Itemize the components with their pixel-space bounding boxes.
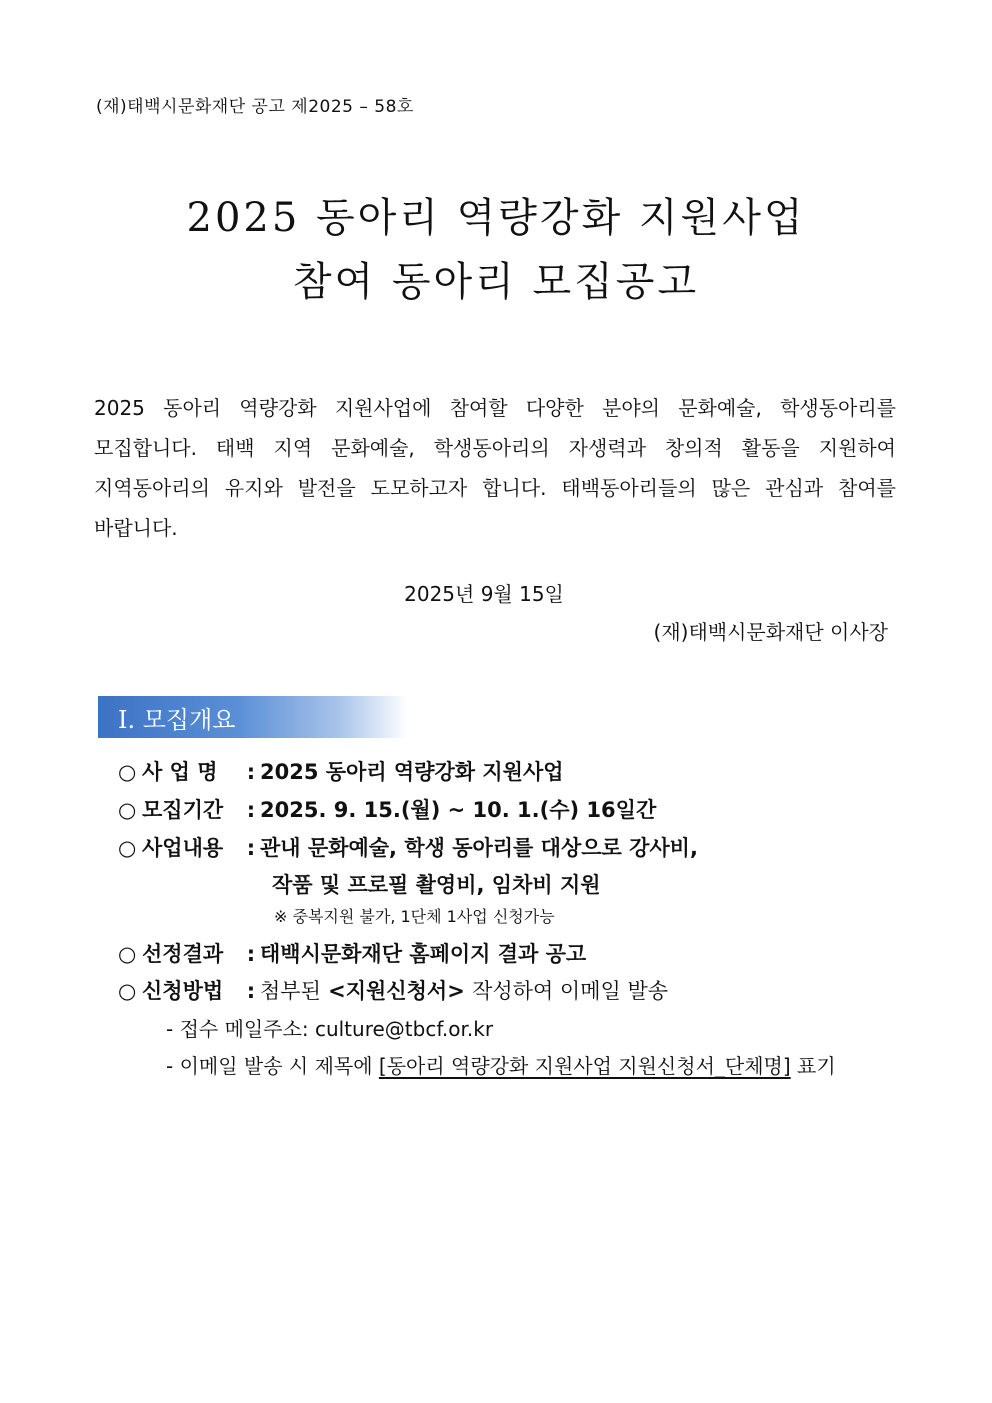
- overview-item-result: [118, 938, 586, 968]
- overview-item-project-name: [118, 756, 564, 786]
- item-value-prefix: 첨부된: [260, 979, 321, 1003]
- item-value-suffix: 작성하여 이메일 발송: [472, 979, 669, 1003]
- bullet-circle-icon: ○: [118, 942, 137, 966]
- item-value: 2025 동아리 역량강화 지원사업: [260, 760, 564, 784]
- item-value: 관내 문화예술, 학생 동아리를 대상으로 강사비,: [260, 836, 698, 860]
- intro-paragraph: 2025 동아리 역량강화 지원사업에 참여할 다양한 분야의 문화예술, 학생동아리를 모집합니다. 태백 지역 문화예술, 학생동아리의 자생력과 창의적 활동을 지원하여 지역동아리의 유지와 발전을 도모하고자 합니다. 태백동아리들의 많은 관심과 참여를 바랍니다.: [94, 396, 896, 540]
- item-colon: :: [246, 836, 256, 860]
- item-label: 신청방법: [142, 979, 224, 1003]
- issuer: (재)태백시문화재단 이사장: [653, 620, 888, 644]
- overview-item-content: [118, 832, 698, 862]
- item-value-continued: 작품 및 프로필 촬영비, 임차비 지원: [272, 873, 601, 897]
- document-title-line2: 참여 동아리 모집공고: [292, 259, 700, 305]
- item-colon: :: [246, 760, 256, 784]
- sub-item-subject: [166, 1050, 836, 1079]
- overview-item-period: [118, 794, 656, 824]
- bullet-circle-icon: ○: [118, 760, 137, 784]
- item-colon: :: [246, 979, 256, 1003]
- item-value: 2025. 9. 15.(월) ~ 10. 1.(수) 16일간: [260, 798, 657, 822]
- section-heading: Ⅰ. 모집개요: [118, 706, 236, 734]
- sub-item-text-prefix: 이메일 발송 시 제목에: [179, 1054, 373, 1078]
- bullet-circle-icon: ○: [118, 798, 137, 822]
- sub-item-text: 접수 메일주소: culture@tbcf.or.kr: [179, 1017, 494, 1041]
- bullet-circle-icon: ○: [118, 979, 137, 1003]
- announcement-date: 2025년 9월 15일: [404, 582, 564, 606]
- bullet-circle-icon: ○: [118, 836, 137, 860]
- item-value: 태백시문화재단 홈페이지 결과 공고: [260, 942, 587, 966]
- overview-item-method: [118, 975, 668, 1005]
- sub-item-dash: -: [166, 1054, 174, 1078]
- sub-item-text-suffix: 표기: [797, 1054, 836, 1078]
- item-label: 선정결과: [142, 942, 224, 966]
- item-label: 사 업 명: [142, 760, 218, 784]
- sub-item-text-underlined: [동아리 역량강화 지원사업 지원신청서_단체명]: [378, 1054, 791, 1078]
- document-title-line1: 2025 동아리 역량강화 지원사업: [186, 195, 806, 241]
- item-label: 모집기간: [142, 798, 224, 822]
- sub-item-email: [166, 1013, 493, 1042]
- notice-number: (재)태백시문화재단 공고 제2025 – 58호: [96, 97, 414, 117]
- item-colon: :: [246, 798, 256, 822]
- sub-item-dash: -: [166, 1017, 174, 1041]
- item-label: 사업내용: [142, 836, 224, 860]
- item-colon: :: [246, 942, 256, 966]
- item-value-bold: <지원신청서>: [328, 979, 465, 1003]
- item-note: ※ 중복지원 불가, 1단체 1사업 신청가능: [274, 907, 555, 926]
